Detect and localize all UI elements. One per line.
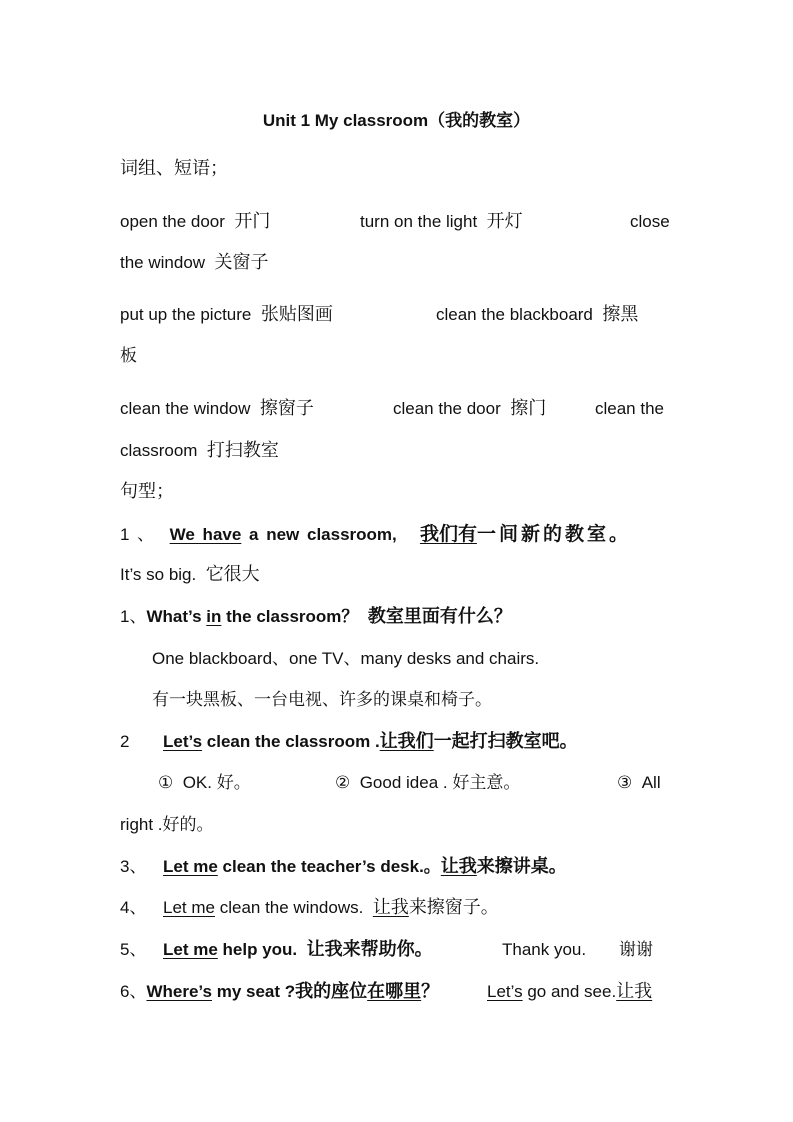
sentence-en: What’s [146,607,207,626]
response-2 [335,771,520,795]
sentence-zh: 一间新的教室。 [476,523,631,545]
item-number: 6、 [120,982,147,1001]
phrase-zh: 擦门 [510,398,547,419]
response-3-wrap: right .好的。 [120,815,214,834]
reply-thank-you: Thank you. [502,940,587,959]
phrase-open-door [120,210,270,234]
answer-zh: 有一块黑板、一台电视、许多的课桌和椅子。 [152,690,492,710]
underlined-phrase: Let me [163,898,215,917]
sentence-whats-in [120,605,512,629]
sentence-clean-windows [163,896,499,920]
underlined-word: Where’s [146,982,212,1001]
response-1 [158,771,251,795]
circled-number-1: ① [158,773,174,792]
phrase-en: clean the door [393,399,501,418]
phrase-zh: 擦窗子 [259,398,314,419]
item-number: 5、 [120,940,147,959]
phrase-zh: 擦黑 [602,304,639,325]
phrase-en: put up the picture [120,305,252,324]
sentence-en: help you. [217,940,298,959]
phrase-clean-classroom-part1: clean the [595,399,664,418]
phrase-put-up-picture [120,303,333,327]
phrase-zh: 关窗子 [214,252,269,273]
item-number: 1、 [120,607,147,626]
sentence-en: clean the classroom . [202,732,380,751]
response-text: All [641,773,661,792]
sentence-zh: 一起打扫教室吧。 [433,731,578,752]
phrase-close-window-part1: close [630,212,670,231]
phrase-en: open the door [120,212,225,231]
phrase-en: turn on the light [360,212,478,231]
phrase-turn-on-light [360,210,523,234]
underlined-word: in [206,607,222,626]
phrase-zh: 开灯 [486,211,523,232]
phrase-zh: 打扫教室 [206,440,279,461]
phrase-clean-blackboard-wrap: 板 [120,346,137,366]
sentence-en: clean the teacher’s desk.。 [217,857,441,876]
underlined-phrase-zh: 我们有 [419,523,477,545]
underlined-phrase: We have [169,525,242,544]
underlined-phrase-zh: 在哪里 [367,981,422,1002]
section-heading-phrases: 词组、短语； [120,158,228,179]
underlined-phrase-zh: 让我 [440,856,477,877]
phrase-zh: 张贴图画 [260,304,333,325]
item-number: 3、 [120,857,147,876]
sentence-en: a new classroom, [241,525,397,544]
sentence-zh: 让我来帮助你。 [306,939,433,960]
underlined-phrase-zh: 让我 [372,897,409,918]
item-number: 4、 [120,898,147,917]
phrase-clean-door [393,397,546,421]
sentence-zh: 教室里面有什么？ [367,606,512,627]
sentence-so-big [120,563,260,587]
sentence-help-you [163,938,433,962]
sentence-zh: 来擦讲桌。 [476,856,567,877]
response-text: OK. 好。 [182,773,251,792]
sentence-en: go and see. [522,982,617,1001]
answer-en: One blackboard、one TV、many desks and chairs. [152,649,540,668]
sentence-zh: 我的座位 [295,981,368,1002]
item-number: 1 、 [120,525,155,544]
sentence-lets-clean [163,730,578,754]
sentence-en: my seat ? [211,982,296,1001]
sentence-we-have [120,522,631,547]
reply-go-and-see [487,980,652,1004]
underlined-word: Let’s [163,732,203,751]
section-heading-sentences: 句型； [120,481,174,502]
sentence-en: the classroom？ [221,607,359,626]
response-3 [617,771,661,795]
sentence-zh: 来擦窗子。 [408,897,499,918]
sentence-zh: 它很大 [205,564,260,585]
sentence-en: clean the windows. [214,898,364,917]
circled-number-2: ② [335,773,351,792]
phrase-clean-window [120,397,314,421]
phrase-en: clean the blackboard [436,305,593,324]
reply-thank-you-zh: 谢谢 [619,940,653,960]
phrase-en: clean the window [120,399,251,418]
page-title: Unit 1 My classroom（我的教室） [262,111,531,130]
underlined-phrase: Let me [163,857,218,876]
phrase-en: classroom [120,441,198,460]
underlined-phrase: Let me [163,940,218,959]
phrase-clean-blackboard [436,303,638,327]
underlined-phrase-zh: 让我 [616,981,653,1002]
phrase-close-window-part2 [120,251,269,275]
underlined-word: Let’s [487,982,523,1001]
item-number: 2 [120,732,130,751]
sentence-en: It’s so big. [120,565,197,584]
sentence-zh: ？ [421,981,440,1002]
phrase-clean-classroom-part2 [120,439,279,463]
sentence-teachers-desk [163,855,567,879]
phrase-en: the window [120,253,206,272]
phrase-zh: 开门 [234,211,271,232]
underlined-phrase-zh: 让我们 [379,731,434,752]
response-text: Good idea . 好主意。 [359,773,521,792]
sentence-where-seat [120,980,439,1004]
circled-number-3: ③ [617,773,633,792]
